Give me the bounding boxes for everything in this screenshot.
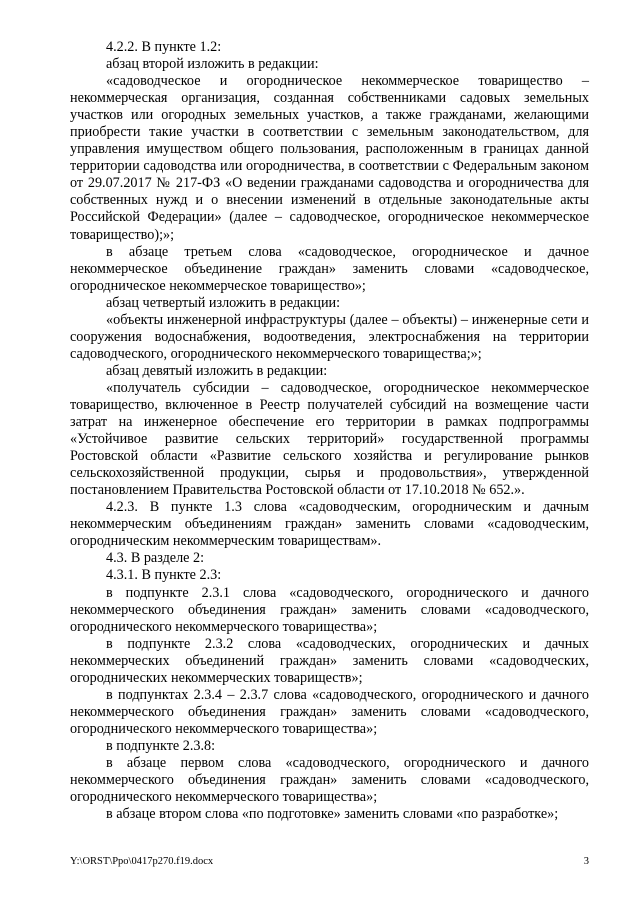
paragraph: абзац четвертый изложить в редакции: [106,294,341,311]
paragraph: в подпункте 2.3.1 слова «садоводческого, огороднического и дачного некоммерческого объединения граждан» заменить словами «садоводческого, огороднического некоммерческого товарищества»; [70,584,589,635]
paragraph: в абзаце втором слова «по подготовке» заменить словами «по разработке»; [106,806,559,823]
paragraph: абзац девятый изложить в редакции: [106,362,328,379]
paragraph: 4.2.2. В пункте 1.2: [106,39,222,55]
page-number: 3 [583,856,589,867]
paragraph: 4.3.1. В пункте 2.3: [106,567,222,584]
paragraph: в подпункте 2.3.2 слова «садоводческих, огороднических и дачных некоммерческих объединений граждан» заменить словами «садоводческих, огороднических некоммерческих товариществ»; [70,635,589,686]
paragraph: 4.3. В разделе 2: [106,550,205,567]
paragraph: в абзаце первом слова «садоводческого, огороднического и дачного некоммерческого объединения граждан» заменить словами «садоводческого, огороднического некоммерческого товарищества»; [70,754,589,806]
paragraph: в абзаце третьем слова «садоводческое, огородническое и дачное некоммерческое объединение граждан» заменить словами «садоводческое, огородническое некоммерческое товарищество»; [70,243,589,294]
paragraph: в подпункте 2.3.8: [106,737,216,754]
page-footer [70,856,589,872]
paragraph: «получатель субсидии – садоводческое, огородническое некоммерческое товарищество, включенное в Реестр получателей субсидий на возмещение части затрат на инженерное обеспечение его территории в рамках подпрограммы «Устойчивое развитие сельских территорий» государственной программы Ростовской области «Развитие сельского хозяйства и регулирование рынков сельскохозяйственной продукции, сырья и продовольствия», утвержденной постановлением Правительства Ростовской области от 17.10.2018 № 652.». [70,379,589,499]
paragraph: 4.2.3. В пункте 1.3 слова «садоводческим, огородническим и дачным некоммерческим объединениям граждан» заменить словами «садоводческим, огородническим некоммерческим товариществам». [70,499,589,550]
paragraph: в подпунктах 2.3.4 – 2.3.7 слова «садоводческого, огороднического и дачного некоммерческого объединения граждан» заменить словами «садоводческого, огороднического некоммерческого товарищества»; [70,686,589,737]
paragraph: «садоводческое и огородническое некоммерческое товарищество – некоммерческая организация, созданная собственниками садовых земельных участков или огородных земельных участков, а также гражданами, желающими приобрести такие участки в соответствии с земельным законодательством, для управления имуществом общего пользования, расположенным в границах данной территории садоводства или огородничества, в соответствии с Федеральным законом от 29.07.2017 № 217-ФЗ «О ведении гражданами садоводства и огородничества для собственных нужд и о внесении изменений в отдельные законодательные акты Российской Федерации» (далее – садоводческое, огородническое некоммерческое товарищество);»; [70,73,589,243]
paragraph: «объекты инженерной инфраструктуры (далее – объекты) – инженерные сети и сооружения водоснабжения, водоотведения, электроснабжения на территории садоводческого, огороднического некоммерческого товарищества;»; [70,311,589,362]
paragraph: абзац второй изложить в редакции: [106,56,319,73]
document-body [70,39,589,823]
file-path: Y:\ORST\Ppo\0417p270.f19.docx [70,856,214,867]
